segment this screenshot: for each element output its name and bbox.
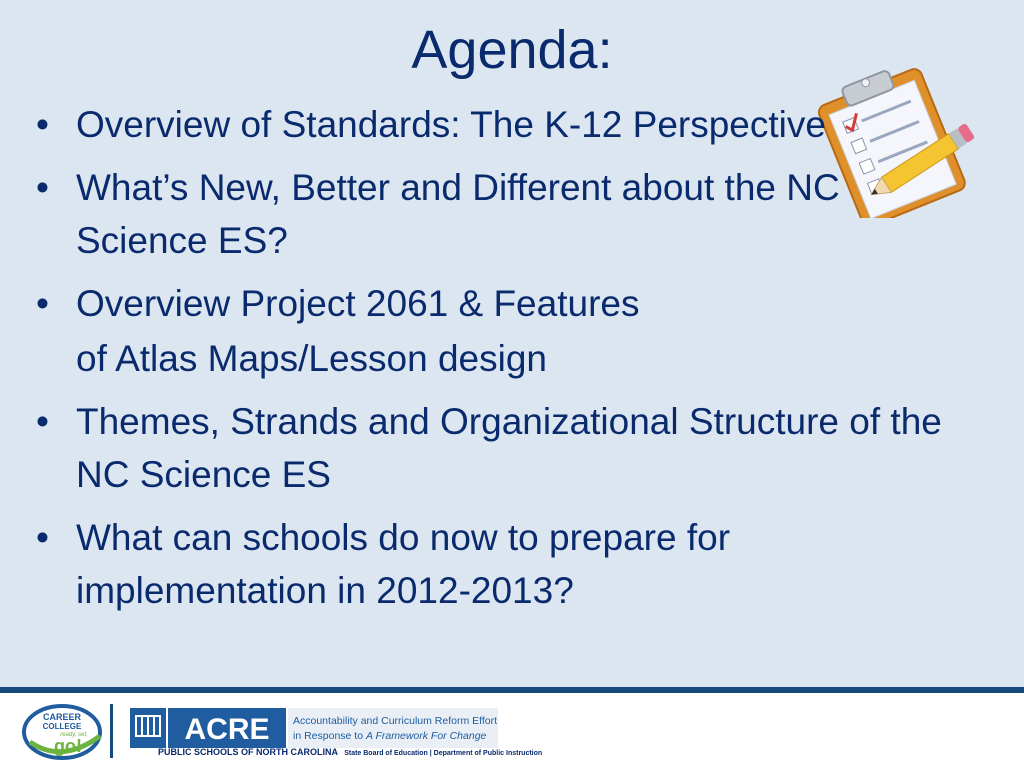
agenda-item bbox=[28, 161, 958, 267]
agenda-item-continuation bbox=[28, 332, 958, 385]
agenda-item-text: of Atlas Maps/Lesson design bbox=[76, 338, 548, 379]
bullet-icon: • bbox=[36, 517, 49, 558]
svg-text:COLLEGE: COLLEGE bbox=[42, 722, 82, 731]
acre-sub-left: PUBLIC SCHOOLS OF NORTH CAROLINA bbox=[158, 747, 338, 757]
agenda-item-text: Themes, Strands and Organizational Structure of the NC Science ES bbox=[76, 401, 942, 495]
slide-title: Agenda: bbox=[411, 20, 613, 80]
svg-text:Accountability and Curriculum: Accountability and Curriculum Reform Effort bbox=[293, 715, 498, 727]
agenda-item-text: Overview of Standards: The K-12 Perspective bbox=[76, 104, 826, 145]
agenda-item-text: What can schools do now to prepare for implementation in 2012-2013? bbox=[76, 517, 731, 611]
agenda-item bbox=[28, 98, 958, 151]
acre-subline bbox=[130, 747, 543, 761]
svg-text:ACRE: ACRE bbox=[184, 713, 270, 746]
agenda-item bbox=[28, 511, 958, 617]
svg-text:go!: go! bbox=[54, 736, 82, 756]
agenda-item-text: What’s New, Better and Different about the NC Science ES? bbox=[76, 167, 840, 261]
bullet-icon: • bbox=[36, 401, 49, 442]
acre-logo bbox=[130, 708, 498, 748]
bullet-icon: • bbox=[36, 167, 49, 208]
agenda-item bbox=[28, 277, 958, 330]
agenda-list bbox=[28, 98, 958, 627]
bullet-icon: • bbox=[36, 283, 49, 324]
logo-divider bbox=[110, 704, 113, 758]
acre-sub-right: State Board of Education | Department of Public Instruction bbox=[344, 750, 543, 757]
agenda-item-text: Overview Project 2061 & Features bbox=[76, 283, 640, 324]
bullet-icon: • bbox=[36, 104, 49, 145]
svg-text:ready, set,: ready, set, bbox=[60, 732, 88, 738]
svg-text:CAREER: CAREER bbox=[42, 712, 82, 722]
agenda-item bbox=[28, 395, 958, 501]
ccg-logo bbox=[22, 702, 104, 760]
svg-text:in Response to A Framework For: in Response to A Framework For Change bbox=[293, 730, 487, 742]
